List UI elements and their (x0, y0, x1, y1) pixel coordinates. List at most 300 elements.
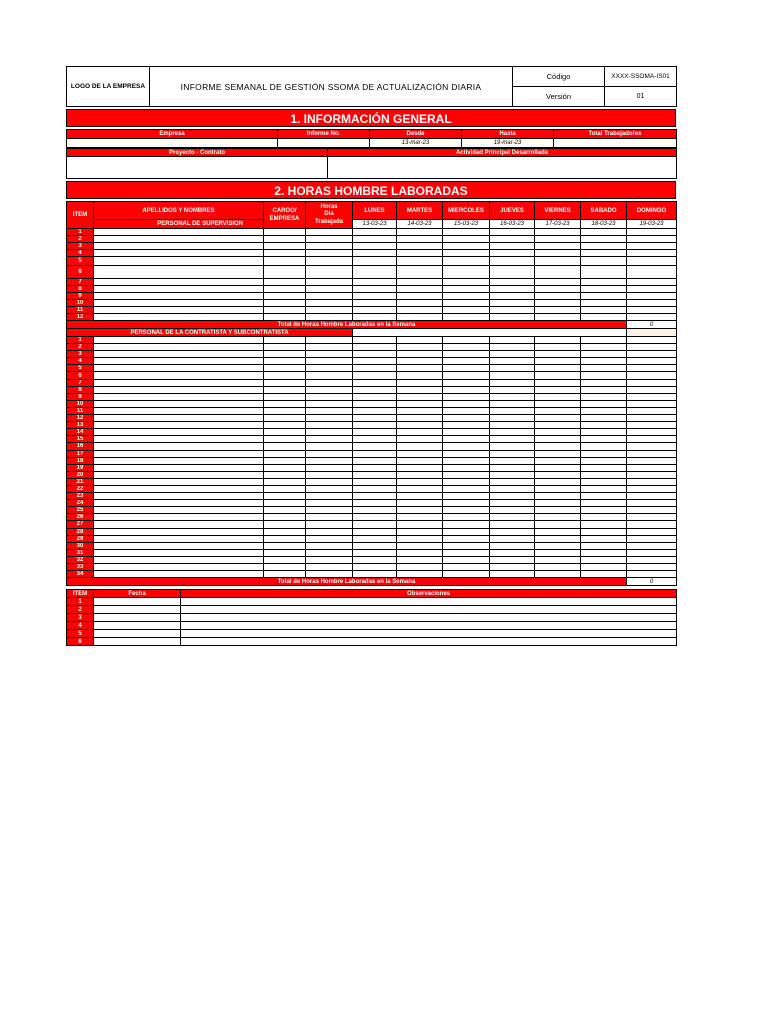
day-cell-4[interactable] (535, 300, 581, 307)
day-cell-3[interactable] (490, 337, 535, 344)
day-cell-4[interactable] (535, 485, 581, 492)
day-cell-4[interactable] (535, 521, 581, 528)
day-cell-6[interactable] (627, 478, 677, 485)
day-cell-5[interactable] (581, 514, 627, 521)
day-cell-0[interactable] (353, 514, 397, 521)
name-cell[interactable] (94, 571, 264, 578)
cargo-cell[interactable] (264, 393, 306, 400)
day-cell-2[interactable] (443, 443, 490, 450)
cargo-cell[interactable] (264, 358, 306, 365)
day-cell-1[interactable] (397, 493, 443, 500)
day-cell-6[interactable] (627, 300, 677, 307)
day-cell-3[interactable] (490, 542, 535, 549)
day-cell-6[interactable] (627, 266, 677, 279)
day-cell-6[interactable] (627, 372, 677, 379)
day-cell-1[interactable] (397, 250, 443, 257)
cargo-cell[interactable] (264, 556, 306, 563)
observation-date-cell[interactable] (94, 630, 181, 638)
observation-date-cell[interactable] (94, 598, 181, 606)
day-cell-4[interactable] (535, 257, 581, 266)
cargo-cell[interactable] (264, 386, 306, 393)
cargo-cell[interactable] (264, 337, 306, 344)
day-cell-5[interactable] (581, 379, 627, 386)
day-cell-3[interactable] (490, 422, 535, 429)
day-cell-0[interactable] (353, 229, 397, 236)
day-cell-3[interactable] (490, 471, 535, 478)
cargo-cell[interactable] (264, 250, 306, 257)
observation-date-cell[interactable] (94, 614, 181, 622)
day-cell-3[interactable] (490, 351, 535, 358)
cargo-cell[interactable] (264, 257, 306, 266)
day-cell-3[interactable] (490, 521, 535, 528)
day-cell-4[interactable] (535, 279, 581, 286)
day-cell-5[interactable] (581, 337, 627, 344)
day-cell-3[interactable] (490, 236, 535, 243)
day-cell-0[interactable] (353, 535, 397, 542)
hours-cell[interactable] (306, 493, 353, 500)
day-cell-3[interactable] (490, 243, 535, 250)
day-cell-3[interactable] (490, 429, 535, 436)
day-cell-3[interactable] (490, 549, 535, 556)
name-cell[interactable] (94, 485, 264, 492)
day-cell-2[interactable] (443, 464, 490, 471)
hours-cell[interactable] (306, 542, 353, 549)
day-cell-0[interactable] (353, 485, 397, 492)
name-cell[interactable] (94, 564, 264, 571)
day-cell-0[interactable] (353, 457, 397, 464)
informe-field[interactable] (278, 139, 370, 148)
day-cell-5[interactable] (581, 422, 627, 429)
day-cell-1[interactable] (397, 564, 443, 571)
day-cell-0[interactable] (353, 365, 397, 372)
day-cell-0[interactable] (353, 236, 397, 243)
day-cell-2[interactable] (443, 471, 490, 478)
day-cell-1[interactable] (397, 300, 443, 307)
day-cell-0[interactable] (353, 556, 397, 563)
day-cell-3[interactable] (490, 464, 535, 471)
day-cell-4[interactable] (535, 351, 581, 358)
day-cell-3[interactable] (490, 229, 535, 236)
hours-cell[interactable] (306, 243, 353, 250)
day-cell-1[interactable] (397, 549, 443, 556)
day-cell-2[interactable] (443, 571, 490, 578)
day-cell-6[interactable] (627, 351, 677, 358)
cargo-cell[interactable] (264, 471, 306, 478)
day-cell-6[interactable] (627, 556, 677, 563)
day-cell-5[interactable] (581, 443, 627, 450)
day-cell-0[interactable] (353, 250, 397, 257)
name-cell[interactable] (94, 514, 264, 521)
hours-cell[interactable] (306, 344, 353, 351)
cargo-cell[interactable] (264, 429, 306, 436)
day-cell-2[interactable] (443, 556, 490, 563)
day-cell-4[interactable] (535, 450, 581, 457)
day-cell-2[interactable] (443, 243, 490, 250)
observation-text-cell[interactable] (181, 630, 677, 638)
day-cell-5[interactable] (581, 286, 627, 293)
hours-cell[interactable] (306, 549, 353, 556)
name-cell[interactable] (94, 450, 264, 457)
day-cell-2[interactable] (443, 314, 490, 321)
day-cell-2[interactable] (443, 500, 490, 507)
day-cell-6[interactable] (627, 507, 677, 514)
day-cell-2[interactable] (443, 535, 490, 542)
day-cell-0[interactable] (353, 300, 397, 307)
day-cell-5[interactable] (581, 429, 627, 436)
day-cell-1[interactable] (397, 386, 443, 393)
cargo-cell[interactable] (264, 535, 306, 542)
day-cell-0[interactable] (353, 372, 397, 379)
day-cell-5[interactable] (581, 556, 627, 563)
observation-text-cell[interactable] (181, 614, 677, 622)
day-cell-0[interactable] (353, 450, 397, 457)
observation-text-cell[interactable] (181, 598, 677, 606)
day-cell-6[interactable] (627, 229, 677, 236)
hours-cell[interactable] (306, 436, 353, 443)
day-cell-5[interactable] (581, 571, 627, 578)
day-cell-1[interactable] (397, 344, 443, 351)
name-cell[interactable] (94, 528, 264, 535)
day-cell-6[interactable] (627, 386, 677, 393)
cargo-cell[interactable] (264, 436, 306, 443)
hours-cell[interactable] (306, 293, 353, 300)
day-cell-6[interactable] (627, 243, 677, 250)
day-cell-0[interactable] (353, 564, 397, 571)
hours-cell[interactable] (306, 279, 353, 286)
hours-cell[interactable] (306, 314, 353, 321)
hours-cell[interactable] (306, 422, 353, 429)
day-cell-1[interactable] (397, 514, 443, 521)
day-cell-5[interactable] (581, 436, 627, 443)
day-cell-2[interactable] (443, 436, 490, 443)
name-cell[interactable] (94, 443, 264, 450)
cargo-cell[interactable] (264, 372, 306, 379)
day-cell-1[interactable] (397, 286, 443, 293)
day-cell-1[interactable] (397, 307, 443, 314)
day-cell-0[interactable] (353, 314, 397, 321)
day-cell-4[interactable] (535, 493, 581, 500)
observation-text-cell[interactable] (181, 638, 677, 646)
day-cell-4[interactable] (535, 386, 581, 393)
day-cell-3[interactable] (490, 564, 535, 571)
day-cell-2[interactable] (443, 549, 490, 556)
hours-cell[interactable] (306, 457, 353, 464)
day-cell-3[interactable] (490, 358, 535, 365)
day-cell-4[interactable] (535, 266, 581, 279)
day-cell-2[interactable] (443, 478, 490, 485)
day-cell-3[interactable] (490, 293, 535, 300)
cargo-cell[interactable] (264, 243, 306, 250)
day-cell-5[interactable] (581, 464, 627, 471)
day-cell-4[interactable] (535, 314, 581, 321)
day-cell-4[interactable] (535, 549, 581, 556)
day-cell-5[interactable] (581, 293, 627, 300)
day-cell-1[interactable] (397, 415, 443, 422)
name-cell[interactable] (94, 549, 264, 556)
day-cell-0[interactable] (353, 471, 397, 478)
hours-cell[interactable] (306, 307, 353, 314)
hours-cell[interactable] (306, 400, 353, 407)
hours-cell[interactable] (306, 535, 353, 542)
day-cell-6[interactable] (627, 314, 677, 321)
total-workers-field[interactable] (554, 139, 677, 148)
day-cell-3[interactable] (490, 478, 535, 485)
name-cell[interactable] (94, 358, 264, 365)
hours-cell[interactable] (306, 266, 353, 279)
hours-cell[interactable] (306, 464, 353, 471)
day-cell-2[interactable] (443, 286, 490, 293)
hasta-field[interactable]: 19-mar-23 (462, 139, 554, 148)
hours-cell[interactable] (306, 443, 353, 450)
day-cell-5[interactable] (581, 351, 627, 358)
day-cell-5[interactable] (581, 542, 627, 549)
day-cell-6[interactable] (627, 279, 677, 286)
day-cell-2[interactable] (443, 507, 490, 514)
name-cell[interactable] (94, 243, 264, 250)
day-cell-2[interactable] (443, 386, 490, 393)
day-cell-0[interactable] (353, 415, 397, 422)
day-cell-6[interactable] (627, 535, 677, 542)
day-cell-2[interactable] (443, 485, 490, 492)
cargo-cell[interactable] (264, 478, 306, 485)
hours-cell[interactable] (306, 415, 353, 422)
name-cell[interactable] (94, 351, 264, 358)
day-cell-0[interactable] (353, 407, 397, 414)
day-cell-0[interactable] (353, 379, 397, 386)
cargo-cell[interactable] (264, 314, 306, 321)
empresa-field[interactable] (67, 139, 278, 148)
hours-cell[interactable] (306, 500, 353, 507)
day-cell-6[interactable] (627, 344, 677, 351)
cargo-cell[interactable] (264, 379, 306, 386)
day-cell-0[interactable] (353, 286, 397, 293)
day-cell-4[interactable] (535, 415, 581, 422)
day-cell-5[interactable] (581, 478, 627, 485)
day-cell-0[interactable] (353, 549, 397, 556)
day-cell-2[interactable] (443, 300, 490, 307)
day-cell-1[interactable] (397, 314, 443, 321)
hours-cell[interactable] (306, 528, 353, 535)
day-cell-3[interactable] (490, 372, 535, 379)
day-cell-1[interactable] (397, 478, 443, 485)
day-cell-1[interactable] (397, 535, 443, 542)
cargo-cell[interactable] (264, 266, 306, 279)
day-cell-1[interactable] (397, 464, 443, 471)
day-cell-4[interactable] (535, 542, 581, 549)
hours-cell[interactable] (306, 250, 353, 257)
name-cell[interactable] (94, 429, 264, 436)
day-cell-1[interactable] (397, 471, 443, 478)
day-cell-4[interactable] (535, 422, 581, 429)
day-cell-1[interactable] (397, 236, 443, 243)
hours-cell[interactable] (306, 386, 353, 393)
hours-cell[interactable] (306, 556, 353, 563)
day-cell-0[interactable] (353, 464, 397, 471)
day-cell-5[interactable] (581, 457, 627, 464)
day-cell-0[interactable] (353, 358, 397, 365)
day-cell-6[interactable] (627, 542, 677, 549)
name-cell[interactable] (94, 229, 264, 236)
day-cell-6[interactable] (627, 429, 677, 436)
day-cell-5[interactable] (581, 393, 627, 400)
day-cell-2[interactable] (443, 372, 490, 379)
cargo-cell[interactable] (264, 415, 306, 422)
day-cell-5[interactable] (581, 450, 627, 457)
day-cell-1[interactable] (397, 351, 443, 358)
day-cell-3[interactable] (490, 500, 535, 507)
cargo-cell[interactable] (264, 457, 306, 464)
name-cell[interactable] (94, 236, 264, 243)
day-cell-4[interactable] (535, 379, 581, 386)
day-cell-5[interactable] (581, 372, 627, 379)
day-cell-0[interactable] (353, 257, 397, 266)
day-cell-5[interactable] (581, 307, 627, 314)
day-cell-6[interactable] (627, 379, 677, 386)
day-cell-2[interactable] (443, 564, 490, 571)
cargo-cell[interactable] (264, 528, 306, 535)
name-cell[interactable] (94, 457, 264, 464)
cargo-cell[interactable] (264, 236, 306, 243)
day-cell-5[interactable] (581, 493, 627, 500)
day-cell-5[interactable] (581, 365, 627, 372)
cargo-cell[interactable] (264, 450, 306, 457)
day-cell-0[interactable] (353, 422, 397, 429)
day-cell-5[interactable] (581, 564, 627, 571)
hours-cell[interactable] (306, 286, 353, 293)
hours-cell[interactable] (306, 365, 353, 372)
day-cell-5[interactable] (581, 407, 627, 414)
day-cell-6[interactable] (627, 293, 677, 300)
name-cell[interactable] (94, 257, 264, 266)
day-cell-4[interactable] (535, 400, 581, 407)
cargo-cell[interactable] (264, 365, 306, 372)
hours-cell[interactable] (306, 393, 353, 400)
day-cell-4[interactable] (535, 344, 581, 351)
day-cell-1[interactable] (397, 542, 443, 549)
day-cell-3[interactable] (490, 457, 535, 464)
day-cell-3[interactable] (490, 507, 535, 514)
day-cell-5[interactable] (581, 229, 627, 236)
day-cell-3[interactable] (490, 535, 535, 542)
day-cell-5[interactable] (581, 243, 627, 250)
day-cell-6[interactable] (627, 358, 677, 365)
day-cell-3[interactable] (490, 407, 535, 414)
day-cell-5[interactable] (581, 279, 627, 286)
cargo-cell[interactable] (264, 351, 306, 358)
hours-cell[interactable] (306, 564, 353, 571)
hours-cell[interactable] (306, 429, 353, 436)
hours-cell[interactable] (306, 485, 353, 492)
day-cell-4[interactable] (535, 443, 581, 450)
day-cell-1[interactable] (397, 257, 443, 266)
day-cell-0[interactable] (353, 337, 397, 344)
day-cell-4[interactable] (535, 358, 581, 365)
day-cell-2[interactable] (443, 542, 490, 549)
day-cell-4[interactable] (535, 457, 581, 464)
cargo-cell[interactable] (264, 514, 306, 521)
day-cell-6[interactable] (627, 521, 677, 528)
name-cell[interactable] (94, 307, 264, 314)
hours-cell[interactable] (306, 236, 353, 243)
day-cell-0[interactable] (353, 436, 397, 443)
day-cell-2[interactable] (443, 407, 490, 414)
day-cell-1[interactable] (397, 400, 443, 407)
cargo-cell[interactable] (264, 443, 306, 450)
day-cell-2[interactable] (443, 521, 490, 528)
day-cell-6[interactable] (627, 500, 677, 507)
cargo-cell[interactable] (264, 571, 306, 578)
hours-cell[interactable] (306, 351, 353, 358)
hours-cell[interactable] (306, 571, 353, 578)
day-cell-5[interactable] (581, 471, 627, 478)
day-cell-4[interactable] (535, 514, 581, 521)
day-cell-3[interactable] (490, 386, 535, 393)
hours-cell[interactable] (306, 478, 353, 485)
day-cell-4[interactable] (535, 429, 581, 436)
day-cell-4[interactable] (535, 507, 581, 514)
day-cell-5[interactable] (581, 300, 627, 307)
day-cell-5[interactable] (581, 257, 627, 266)
day-cell-0[interactable] (353, 500, 397, 507)
day-cell-2[interactable] (443, 450, 490, 457)
day-cell-5[interactable] (581, 500, 627, 507)
name-cell[interactable] (94, 507, 264, 514)
day-cell-4[interactable] (535, 250, 581, 257)
day-cell-3[interactable] (490, 307, 535, 314)
name-cell[interactable] (94, 400, 264, 407)
day-cell-6[interactable] (627, 365, 677, 372)
day-cell-1[interactable] (397, 372, 443, 379)
day-cell-4[interactable] (535, 393, 581, 400)
day-cell-0[interactable] (353, 478, 397, 485)
desde-field[interactable]: 13-mar-23 (370, 139, 462, 148)
day-cell-0[interactable] (353, 351, 397, 358)
day-cell-5[interactable] (581, 549, 627, 556)
day-cell-5[interactable] (581, 386, 627, 393)
day-cell-1[interactable] (397, 358, 443, 365)
day-cell-5[interactable] (581, 314, 627, 321)
day-cell-6[interactable] (627, 407, 677, 414)
name-cell[interactable] (94, 314, 264, 321)
day-cell-6[interactable] (627, 400, 677, 407)
cargo-cell[interactable] (264, 500, 306, 507)
name-cell[interactable] (94, 337, 264, 344)
day-cell-2[interactable] (443, 344, 490, 351)
name-cell[interactable] (94, 293, 264, 300)
day-cell-2[interactable] (443, 493, 490, 500)
day-cell-5[interactable] (581, 266, 627, 279)
day-cell-5[interactable] (581, 358, 627, 365)
day-cell-1[interactable] (397, 571, 443, 578)
cargo-cell[interactable] (264, 279, 306, 286)
day-cell-6[interactable] (627, 485, 677, 492)
day-cell-1[interactable] (397, 429, 443, 436)
day-cell-0[interactable] (353, 293, 397, 300)
day-cell-6[interactable] (627, 436, 677, 443)
day-cell-3[interactable] (490, 443, 535, 450)
day-cell-4[interactable] (535, 528, 581, 535)
cargo-cell[interactable] (264, 400, 306, 407)
cargo-cell[interactable] (264, 493, 306, 500)
name-cell[interactable] (94, 535, 264, 542)
cargo-cell[interactable] (264, 464, 306, 471)
day-cell-2[interactable] (443, 422, 490, 429)
day-cell-4[interactable] (535, 286, 581, 293)
day-cell-4[interactable] (535, 243, 581, 250)
name-cell[interactable] (94, 500, 264, 507)
name-cell[interactable] (94, 556, 264, 563)
day-cell-3[interactable] (490, 514, 535, 521)
